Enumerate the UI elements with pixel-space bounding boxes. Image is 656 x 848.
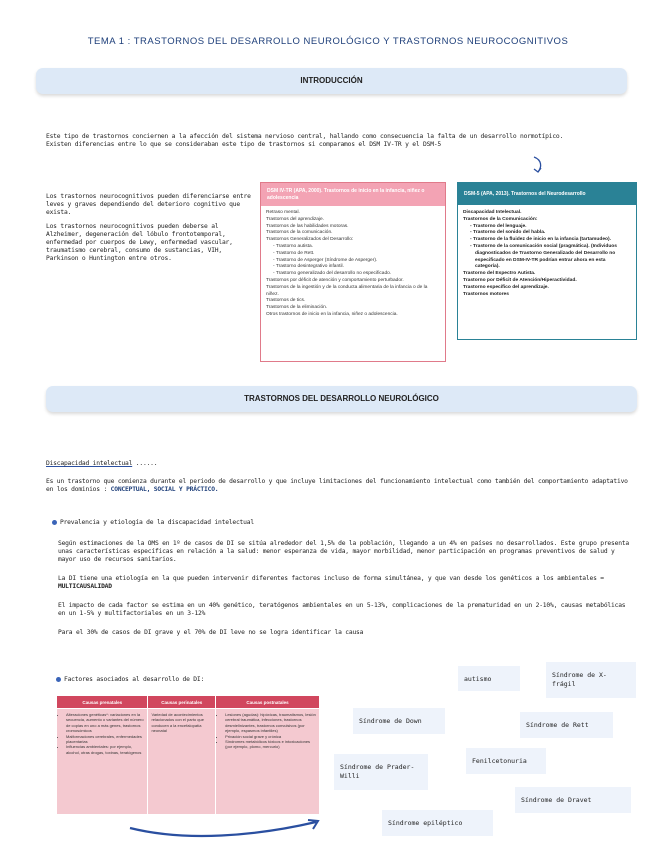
prevalence-p4: Para el 30% de casos de DI grave y el 70% de DI leve no se logra identificar la causa bbox=[58, 629, 364, 636]
intro-banner: INTRODUCCIÓN bbox=[36, 68, 627, 94]
table-header: Causas perinatales bbox=[148, 696, 216, 709]
tag-fenilcetonuria: Fenilcetonuria bbox=[466, 748, 546, 774]
di-section bbox=[46, 460, 636, 494]
list-item: • Malformaciones cerebrales, enfermedades placentarias bbox=[66, 734, 144, 745]
list-item: • Influencias ambientales: por ejemplo, alcohol, otras drogas, toxinas, teratógenos bbox=[66, 744, 144, 755]
list-item: • Alteraciones genéticas*: variaciones en la secuencia, aumento o variantes del número de copias en uno a más genes, trastornos cromosómicos bbox=[66, 712, 144, 734]
neurocognitive-p2: Los trastornos neurocognitivos pueden deberse al Alzheimer, degeneración del lóbulo frontotemporal, enfermedad por cuerpos de Lewy, enfermedad vascular, traumatismo cerebral, consumo de sustancias, VIH, Parkinson o Huntington entre otros. bbox=[46, 223, 233, 262]
neurocognitive-p1: Los trastornos neurocognitivos pueden diferenciarse entre leves y graves dependiendo del deterioro cognitivo que exista. bbox=[46, 193, 251, 216]
tag-epileptico: Síndrome epiléptico bbox=[382, 810, 493, 836]
di-dots: ...... bbox=[135, 460, 158, 467]
list-item: Trastornos de las habilidades motoras. bbox=[266, 223, 349, 229]
prevalence-p1: Según estimaciones de la OMS en 1º de casos de DI se sitúa alrededor del 1,5% de la población, llegando a un 4% en países no desarrollados. Este grupo presenta unas características específicas en relación a la salud: menor esperanza de vida, mayor morbilidad, menor participación en programas preventivos de salud y mayor uso de recursos sanitarios. bbox=[58, 540, 629, 563]
curved-arrow-icon bbox=[530, 155, 546, 175]
list-item: - Trastorno de Rett. bbox=[273, 250, 315, 256]
list-item: Trastornos de tics. bbox=[266, 298, 306, 304]
list-item: • Privación social grave y crónica bbox=[225, 734, 316, 739]
list-item: - Trastorno del sonido del habla. bbox=[470, 230, 546, 236]
list-item: Trastorno específico del aprendizaje. bbox=[463, 284, 549, 290]
list-item: Trastornos motores bbox=[463, 291, 509, 297]
tag-x-fragil: Síndrome de X-frágil bbox=[546, 662, 636, 698]
list-item: - Trastorno de la fluidez de inicio en la infancia (tartamudeo). bbox=[470, 237, 612, 243]
prevalence-heading-row bbox=[52, 519, 632, 527]
table-header: Causas postnatales bbox=[216, 696, 320, 709]
page-title: TEMA 1 : TRASTORNOS DEL DESARROLLO NEUROLÓGICO Y TRASTORNOS NEUROCOGNITIVOS bbox=[87, 36, 569, 47]
list-item: Trastornos de la ingestión y de la conducta alimentaria de la infancia o de la niñez. bbox=[266, 284, 428, 297]
table-header: Causas prenatales bbox=[57, 696, 148, 709]
multicausalidad: MULTICAUSALIDAD bbox=[58, 583, 112, 590]
dsm4-list bbox=[261, 206, 445, 323]
long-arrow-icon bbox=[126, 812, 326, 842]
list-item: Trastorno por Déficit de Atención/Hiperactividad. bbox=[463, 277, 577, 283]
factors-heading-row bbox=[56, 676, 296, 684]
table-cell-prenatal bbox=[57, 709, 148, 815]
list-item: - Trastorno desintegrativo infantil. bbox=[273, 264, 344, 270]
tag-autismo: autismo bbox=[458, 666, 520, 691]
list-item: - Trastorno de Asperger (Síndrome de Asperger). bbox=[273, 257, 378, 263]
neurocognitive-text bbox=[46, 193, 254, 263]
di-definition: Es un trastorno que comienza durante el periodo de desarrollo y que incluye limitaciones del funcionamiento intelectual como también del comportamiento adaptativo en los dominios : bbox=[46, 478, 628, 493]
list-item: Trastorno del Espectro Autista. bbox=[463, 271, 536, 277]
intro-text-2: Existen diferencias entre lo que se consideraban este tipo de trastornos si comparamos el DSM IV-TR y el DSM-5 bbox=[46, 141, 442, 148]
list-item: Discapacidad Intelectual. bbox=[463, 210, 522, 215]
prevalence-p3: El impacto de cada factor se estima en un 40% genético, teratógenos ambientales en un 5-13%, complicaciones de la prematuridad en un 2-10%, causas metabólicas en un 1-5% y multifactoriales en un 3-12% bbox=[58, 602, 626, 617]
list-item: Variedad de acontecimientos relacionados con el parto que conducen a la encefalopatía neonatal bbox=[151, 712, 204, 734]
tdn-banner: TRASTORNOS DEL DESARROLLO NEUROLÓGICO bbox=[46, 386, 637, 412]
factors-table bbox=[56, 695, 320, 815]
di-domains: CONCEPTUAL, SOCIAL Y PRÁCTICO. bbox=[110, 486, 219, 493]
list-item: Trastornos de la comunicación. bbox=[266, 230, 333, 236]
dsm5-list bbox=[458, 205, 636, 303]
list-item: - Trastorno de la comunicación social (pragmática). (Individuos diagnosticados de Trastorno Generalizado del Desarrollo no especificado en DSM-IV-TR podrían entrar ahora en esta categoría). bbox=[470, 243, 618, 270]
factors-heading: Factores asociados al desarrollo de DI: bbox=[64, 676, 205, 683]
dsm4-box bbox=[260, 182, 446, 362]
list-item: - Trastorno autista. bbox=[273, 243, 313, 249]
tag-rett: Síndrome de Rett bbox=[520, 712, 613, 738]
list-item: Trastornos de la eliminación. bbox=[266, 305, 328, 311]
list-item: Otros trastornos de inicio en la infancia, niñez o adolescencia. bbox=[266, 311, 398, 317]
list-item: Trastornos Generalizados del Desarrollo: bbox=[266, 237, 354, 243]
list-item: • Síndromes metabólicos tóxicos e intoxicaciones (por ejemplo, plomo, mercurio) bbox=[225, 739, 316, 750]
tag-prader-willi: Síndrome de Prader-Willi bbox=[334, 754, 428, 790]
table-cell-postnatal bbox=[216, 709, 320, 815]
list-item: - Trastorno del lenguaje. bbox=[470, 223, 527, 229]
intro-paragraph bbox=[46, 133, 626, 149]
dsm5-header: DSM-5 (APA, 2013). Trastornos del Neurodesarrollo bbox=[458, 183, 636, 205]
list-item: Trastornos por déficit de atención y comportamiento perturbador. bbox=[266, 277, 404, 283]
di-heading: Discapacidad intelectual bbox=[46, 460, 133, 467]
dsm5-box bbox=[457, 182, 637, 340]
list-item: - Trastorno generalizado del desarrollo no especificado. bbox=[273, 271, 392, 277]
list-item: Trastornos del aprendizaje. bbox=[266, 216, 324, 222]
list-item: Retraso mental. bbox=[266, 210, 300, 215]
tag-dravet: Síndrome de Dravet bbox=[515, 787, 631, 813]
dsm4-header: DSM IV-TR (APA, 2000). Trastornos de inicio en la infancia, niñez o adolescencia bbox=[261, 183, 445, 206]
bullet-icon bbox=[56, 677, 61, 682]
list-item: Trastornos de la Comunicación: bbox=[463, 216, 538, 222]
list-item: • Lesiones (agudas): hipóxicas, traumatismos, lesión cerebral traumática, infecciones, trastornos desmielinizantes, trastornos convulsivos (por ejemplo, espasmos infantiles) bbox=[225, 712, 316, 734]
prevalence-p2: La DI tiene una etiología en la que pueden intervenir diferentes factores incluso de forma simultánea, y que van desde los genéticos a los ambientales = bbox=[58, 575, 604, 582]
intro-text-1: Este tipo de trastornos conciernen a la afección del sistema nervioso central, hallando como consecuencia la falta de un desarrollo normotípico. bbox=[46, 133, 564, 140]
bullet-icon bbox=[52, 520, 57, 525]
tag-down: Síndrome de Down bbox=[353, 708, 445, 734]
table-cell-perinatal bbox=[148, 709, 216, 815]
prevalence-heading: Prevalencia y etiología de la discapacidad intelectual bbox=[60, 519, 254, 526]
prevalence-body bbox=[58, 540, 636, 637]
